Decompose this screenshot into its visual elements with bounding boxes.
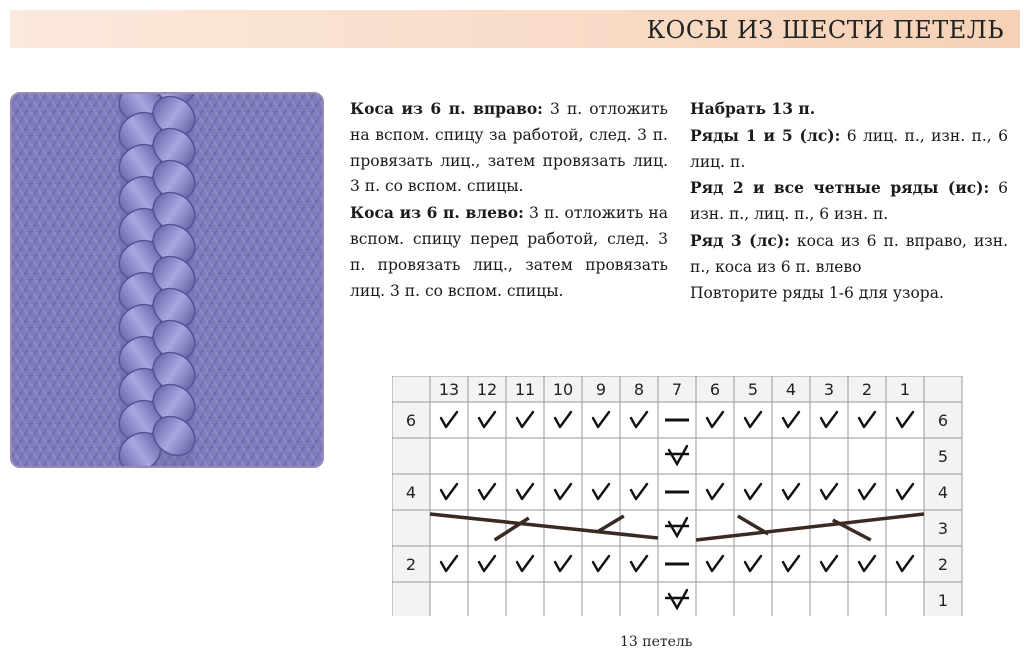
right-cable-body: 3 п. отложить на вспом. спицу за работой, след. 3 п. провязать лиц., затем провязать лиц. 3 п. со вспом. спицы. xyxy=(350,100,668,196)
stitch-count-caption: 13 петель xyxy=(620,634,693,650)
left-cable-body: 3 п. отложить на вспом. спицу перед работой, след. 3 п. провязать лиц., затем провязать лиц. 3 п. со вспом. спицы. xyxy=(350,204,668,300)
column-number: 3 xyxy=(823,380,835,399)
column-number: 4 xyxy=(785,380,797,399)
rows-1-5-heading: Ряды 1 и 5 (лс): xyxy=(690,125,841,145)
column-number: 11 xyxy=(514,380,536,399)
cable-braid-illustration xyxy=(12,94,322,466)
rows-1-5-body: 6 лиц. п., изн. п., 6 лиц. п. xyxy=(690,126,1009,171)
row-number-right: 2 xyxy=(937,555,949,574)
pattern-instructions xyxy=(690,96,1008,306)
header-band xyxy=(10,10,1020,48)
knitted-cable-photo xyxy=(10,92,324,468)
row-number-right: 1 xyxy=(937,591,949,610)
chart-grid-area xyxy=(430,402,924,616)
cast-on: Набрать 13 п. xyxy=(690,99,816,118)
row-number-right: 3 xyxy=(937,519,949,538)
row-2-heading: Ряд 2 и все четные ряды (ис): xyxy=(690,178,990,198)
row-number-right: 6 xyxy=(937,411,949,430)
row-number-right: 5 xyxy=(937,447,949,466)
row-number-left: 2 xyxy=(405,555,417,574)
column-number: 1 xyxy=(899,380,911,399)
row-3-heading: Ряд 3 (лс): xyxy=(690,230,790,250)
page-title: КОСЫ ИЗ ШЕСТИ ПЕТЕЛЬ xyxy=(646,16,1004,44)
left-cable-heading: Коса из 6 п. влево: xyxy=(350,203,524,223)
row-number-right: 4 xyxy=(937,483,949,502)
column-number: 5 xyxy=(747,380,759,399)
column-number: 9 xyxy=(595,380,607,399)
repeat-note: Повторите ряды 1-6 для узора. xyxy=(690,283,944,302)
column-number: 10 xyxy=(552,380,574,399)
column-number: 6 xyxy=(709,380,721,399)
cable-instructions xyxy=(350,96,668,304)
column-number: 13 xyxy=(438,380,460,399)
row-number-left: 4 xyxy=(405,483,417,502)
column-number: 8 xyxy=(633,380,645,399)
column-number: 2 xyxy=(861,380,873,399)
column-number: 12 xyxy=(476,380,498,399)
row-2-body: 6 изн. п., лиц. п., 6 изн. п. xyxy=(690,179,1008,224)
right-cable-heading: Коса из 6 п. вправо: xyxy=(350,99,543,118)
row-3-body: коса из 6 п. вправо, изн. п., коса из 6 п. влево xyxy=(690,231,1008,276)
column-number: 7 xyxy=(671,380,683,399)
knitting-chart-grid xyxy=(392,376,972,616)
row-number-left: 6 xyxy=(405,411,417,430)
knitting-chart xyxy=(392,376,972,620)
